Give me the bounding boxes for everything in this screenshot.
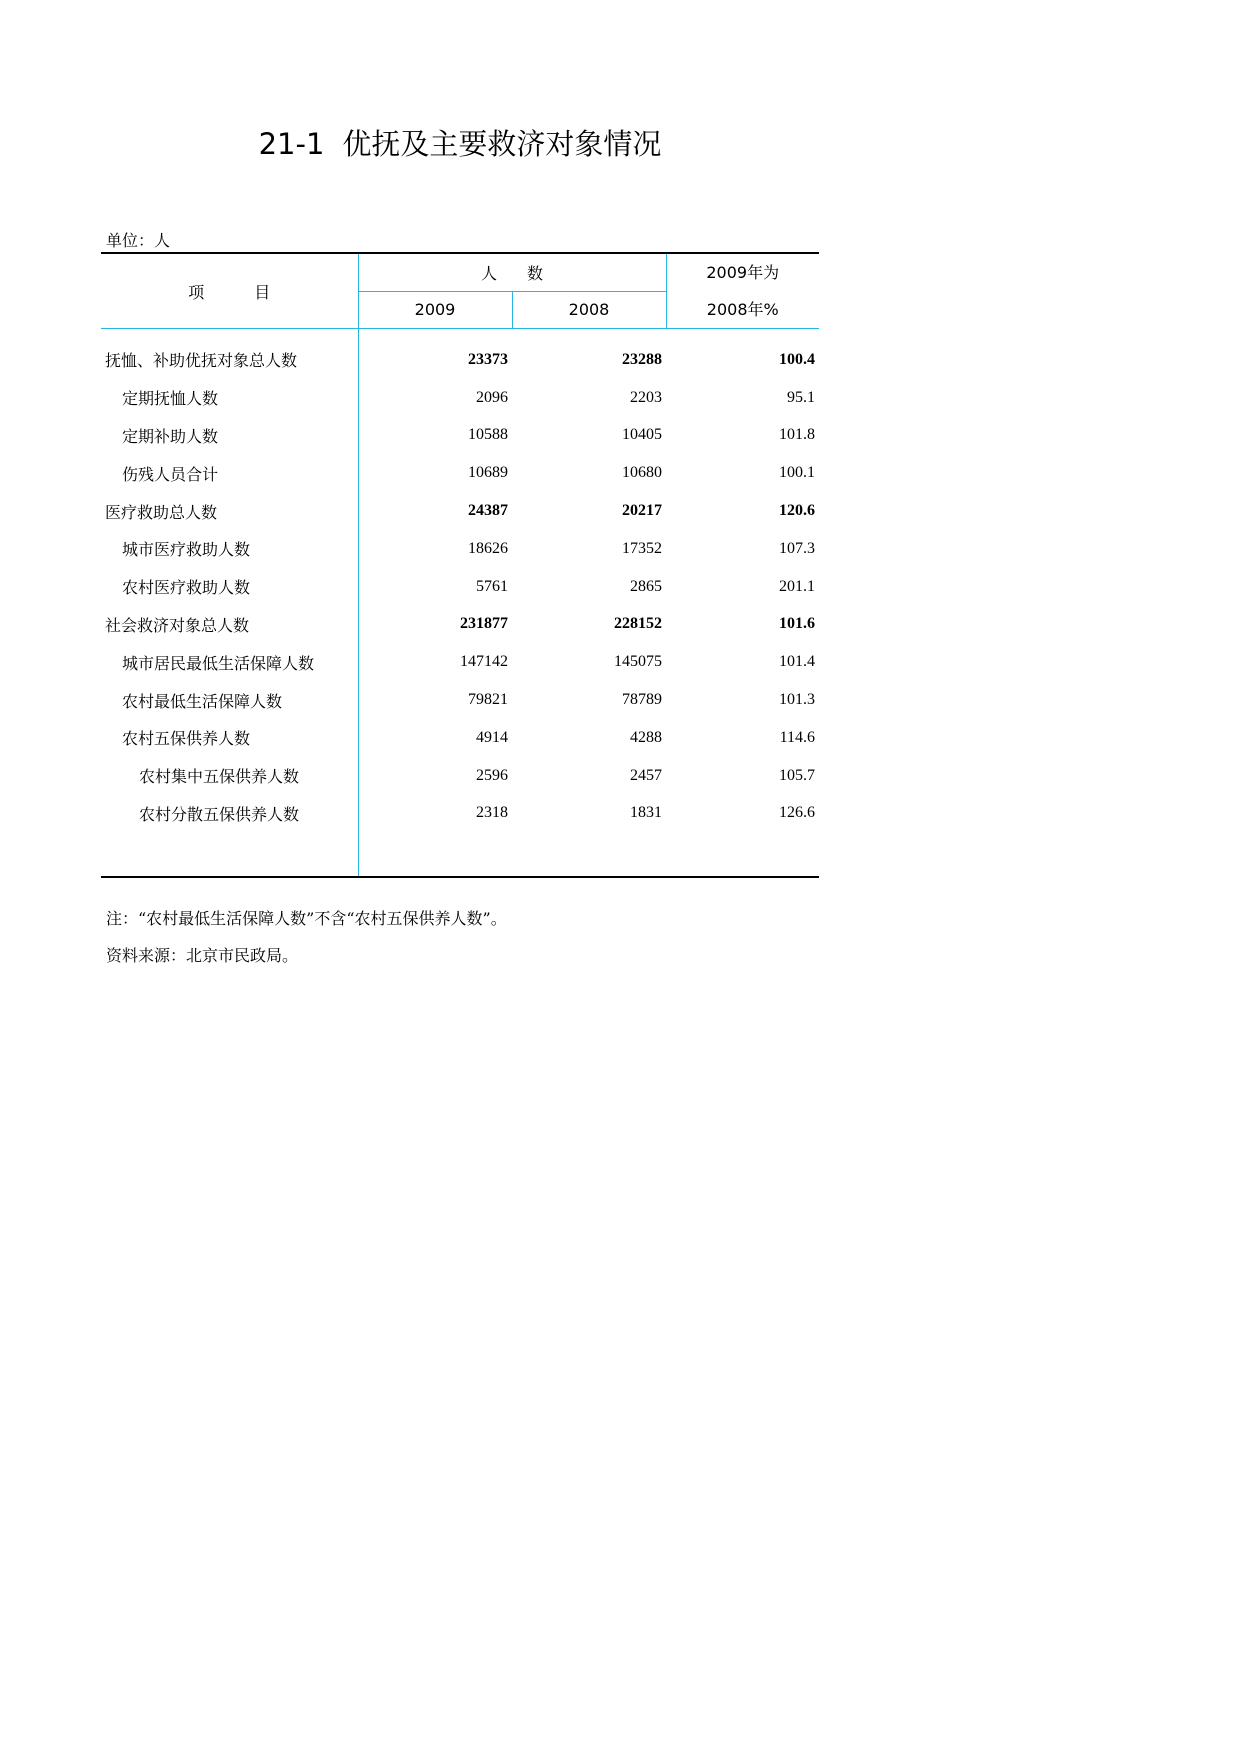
value-2008: 10405	[622, 426, 662, 444]
value-2009: 2596	[476, 766, 508, 784]
value-percent: 101.3	[779, 691, 815, 709]
value-2008: 1831	[630, 804, 662, 822]
header-year-2008: 2008	[512, 291, 666, 329]
value-2009: 2318	[476, 804, 508, 822]
table-title-text: 优抚及主要救济对象情况	[342, 127, 662, 161]
source-note: 资料来源：北京市民政局。	[106, 946, 299, 965]
value-2009: 18626	[468, 539, 508, 557]
row-label: 农村五保供养人数	[101, 719, 358, 757]
value-2008: 2203	[630, 388, 662, 406]
row-label: 定期补助人数	[101, 417, 358, 455]
value-percent: 114.6	[779, 728, 815, 746]
table-row	[101, 454, 819, 492]
header-percent: 2009年为 2008年%	[666, 253, 819, 329]
table-row	[101, 643, 819, 681]
value-percent: 107.3	[779, 539, 815, 557]
table-row	[101, 530, 819, 568]
empty-cell	[512, 832, 666, 877]
table-row	[101, 492, 819, 530]
value-percent: 100.1	[779, 464, 815, 482]
row-label: 抚恤、补助优抚对象总人数	[101, 329, 358, 379]
table-number: 21-1	[258, 127, 325, 161]
value-2009: 79821	[468, 691, 508, 709]
value-2008: 78789	[622, 691, 662, 709]
row-label: 定期抚恤人数	[101, 379, 358, 417]
unit-label: 单位：人	[106, 231, 171, 250]
value-2008: 2865	[630, 577, 662, 595]
empty-cell	[101, 832, 358, 877]
value-2009: 10689	[468, 464, 508, 482]
value-2009: 2096	[476, 388, 508, 406]
row-label: 城市医疗救助人数	[101, 530, 358, 568]
value-2008: 4288	[630, 728, 662, 746]
value-2008: 2457	[630, 766, 662, 784]
table-row	[101, 757, 819, 795]
value-2008: 10680	[622, 464, 662, 482]
value-percent: 95.1	[787, 388, 815, 406]
table-row	[101, 329, 819, 379]
header-count-group: 人 数	[358, 253, 666, 291]
value-percent: 126.6	[779, 804, 815, 822]
table-row	[101, 681, 819, 719]
value-percent: 120.6	[779, 502, 815, 520]
table-row	[101, 379, 819, 417]
value-2009: 24387	[468, 502, 508, 520]
row-label: 医疗救助总人数	[101, 492, 358, 530]
value-2008: 17352	[622, 539, 662, 557]
table-header	[101, 253, 819, 329]
value-2009: 147142	[460, 653, 508, 671]
empty-cell	[666, 832, 819, 877]
value-percent: 101.4	[779, 653, 815, 671]
table-row	[101, 606, 819, 644]
row-label: 农村最低生活保障人数	[101, 681, 358, 719]
value-percent: 105.7	[779, 766, 815, 784]
row-label: 农村分散五保供养人数	[101, 795, 358, 833]
table-row	[101, 417, 819, 455]
value-percent: 100.4	[779, 350, 815, 368]
header-year-2009: 2009	[358, 291, 512, 329]
table-row	[101, 795, 819, 833]
data-table	[101, 252, 819, 878]
row-label: 城市居民最低生活保障人数	[101, 643, 358, 681]
value-2008: 23288	[622, 350, 662, 368]
value-percent: 201.1	[779, 577, 815, 595]
table-row	[101, 719, 819, 757]
value-2008: 145075	[614, 653, 662, 671]
value-2009: 23373	[468, 350, 508, 368]
row-label: 农村医疗救助人数	[101, 568, 358, 606]
table-bottom-rule	[101, 832, 819, 877]
table-row	[101, 568, 819, 606]
value-2008: 228152	[614, 615, 662, 633]
row-label: 农村集中五保供养人数	[101, 757, 358, 795]
value-percent: 101.8	[779, 426, 815, 444]
page-title	[0, 122, 920, 163]
value-2009: 10588	[468, 426, 508, 444]
row-label: 伤残人员合计	[101, 454, 358, 492]
value-2009: 231877	[460, 615, 508, 633]
value-2008: 20217	[622, 502, 662, 520]
value-2009: 4914	[476, 728, 508, 746]
table-body	[101, 329, 819, 878]
footnote: 注：“农村最低生活保障人数”不含“农村五保供养人数”。	[106, 909, 507, 928]
row-label: 社会救济对象总人数	[101, 606, 358, 644]
value-2009: 5761	[476, 577, 508, 595]
header-item: 项 目	[101, 253, 358, 329]
data-table-container	[101, 252, 819, 878]
empty-cell	[358, 832, 512, 877]
value-percent: 101.6	[779, 615, 815, 633]
